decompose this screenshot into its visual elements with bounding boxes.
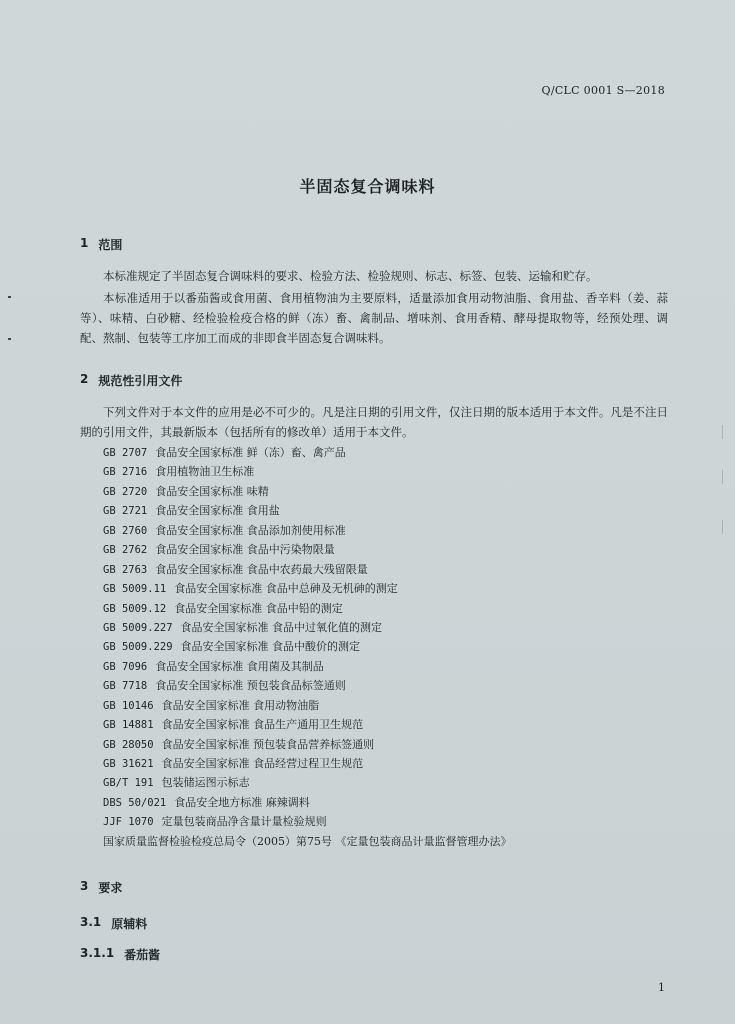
reference-title: 食品安全国家标准 食品中铅的测定 xyxy=(174,601,343,615)
reference-title: 包装储运图示标志 xyxy=(161,776,250,790)
list-item xyxy=(103,696,512,715)
list-item xyxy=(103,715,512,734)
reference-code: GB 7718 xyxy=(103,680,148,693)
scan-speck xyxy=(8,338,11,340)
standard-code: Q/CLC 0001 S—2018 xyxy=(541,84,665,97)
section-number: 3.1 xyxy=(80,915,102,929)
scan-edge-mark xyxy=(722,470,733,484)
reference-title: 食品安全国家标准 食品中酸价的测定 xyxy=(180,640,361,654)
reference-code: GB 2763 xyxy=(103,563,148,576)
reference-title: 食品安全国家标准 食品中污染物限量 xyxy=(155,543,335,557)
section-title: 原辅料 xyxy=(111,917,148,931)
list-item xyxy=(103,735,512,754)
section-number: 2 xyxy=(80,372,89,386)
reference-title: 食品安全国家标准 食用动物油脂 xyxy=(161,698,320,712)
list-item xyxy=(103,501,512,520)
reference-title: 食品安全国家标准 预包装食品营养标签通则 xyxy=(161,737,375,751)
scan-edge-mark xyxy=(722,425,733,439)
normative-references-list xyxy=(103,443,512,851)
list-item xyxy=(103,618,512,637)
reference-title: 国家质量监督检验检疫总局令（2005）第75号 《定量包装商品计量监督管理办法》 xyxy=(103,834,512,848)
reference-code: GB/T 191 xyxy=(103,777,154,790)
reference-title: 食品安全地方标准 麻辣调料 xyxy=(174,795,310,809)
list-item xyxy=(103,637,512,656)
subsection-3-1-1-heading xyxy=(80,946,160,963)
section-number: 3 xyxy=(80,879,89,893)
reference-title: 食品安全国家标准 食品中总砷及无机砷的测定 xyxy=(174,582,398,596)
reference-code: GB 5009.227 xyxy=(103,621,173,634)
section-title: 番茄酱 xyxy=(124,948,161,962)
reference-code: GB 2720 xyxy=(103,485,148,498)
reference-title: 食品安全国家标准 食品生产通用卫生规范 xyxy=(161,718,364,732)
list-item xyxy=(103,443,512,462)
section-number: 3.1.1 xyxy=(80,946,115,960)
reference-code: GB 5009.11 xyxy=(103,583,167,596)
reference-code: GB 5009.229 xyxy=(103,641,173,654)
list-item xyxy=(103,657,512,676)
reference-title: 食品安全国家标准 预包装食品标签通则 xyxy=(155,679,346,693)
reference-code: GB 2721 xyxy=(103,505,148,518)
reference-title: 食品安全国家标准 食品中过氧化值的测定 xyxy=(180,620,383,634)
reference-title: 食品安全国家标准 食用盐 xyxy=(155,504,280,518)
section-title: 范围 xyxy=(98,238,123,252)
reference-code: GB 28050 xyxy=(103,738,154,751)
list-item xyxy=(103,540,512,559)
reference-title: 食品安全国家标准 食用菌及其制品 xyxy=(155,659,324,673)
list-item xyxy=(103,793,512,812)
reference-title: 食品安全国家标准 食品添加剂使用标准 xyxy=(155,523,346,537)
reference-title: 食品安全国家标准 食品中农药最大残留限量 xyxy=(155,562,368,576)
list-item xyxy=(103,521,512,540)
list-item xyxy=(103,560,512,579)
reference-code: JJF 1070 xyxy=(103,816,154,829)
list-item xyxy=(103,832,512,851)
reference-code: GB 2760 xyxy=(103,524,148,537)
list-item xyxy=(103,579,512,598)
list-item xyxy=(103,812,512,831)
section-3-heading xyxy=(80,879,122,896)
section-title: 规范性引用文件 xyxy=(98,374,183,388)
scan-edge-mark xyxy=(722,520,733,534)
list-item xyxy=(103,462,512,481)
reference-title: 食品安全国家标准 味精 xyxy=(155,484,269,498)
section-title: 要求 xyxy=(98,881,123,895)
list-item xyxy=(103,773,512,792)
reference-title: 食用植物油卫生标准 xyxy=(155,465,255,479)
reference-code: GB 5009.12 xyxy=(103,602,167,615)
reference-code: GB 7096 xyxy=(103,660,148,673)
reference-code: GB 10146 xyxy=(103,699,154,712)
scan-speck xyxy=(8,296,11,298)
reference-code: GB 2762 xyxy=(103,544,148,557)
page-number: 1 xyxy=(658,981,665,994)
document-title: 半固态复合调味料 xyxy=(299,177,436,196)
reference-code: GB 31621 xyxy=(103,758,154,770)
reference-code: GB 2707 xyxy=(103,447,148,459)
reference-title: 定量包装商品净含量计量检验规则 xyxy=(161,815,327,829)
reference-code: DBS 50/021 xyxy=(103,796,167,809)
list-item xyxy=(103,676,512,695)
scope-paragraph-1: 本标准规定了半固态复合调味料的要求、检验方法、检验规则、标志、标签、包装、运输和贮存。 xyxy=(103,269,598,283)
reference-title: 食品安全国家标准 食品经营过程卫生规范 xyxy=(161,757,364,770)
reference-code: GB 14881 xyxy=(103,719,154,732)
section-2-heading xyxy=(80,372,182,389)
section-number: 1 xyxy=(80,236,89,250)
references-intro: 下列文件对于本文件的应用是必不可少的。凡是注日期的引用文件，仅注日期的版本适用于本文件。凡是不注日期的引用文件，其最新版本（包括所有的修改单）适用于本文件。 xyxy=(80,405,668,439)
subsection-3-1-heading xyxy=(80,915,147,932)
reference-title: 食品安全国家标准 鲜（冻）畜、禽产品 xyxy=(155,446,346,459)
section-1-heading xyxy=(80,236,122,253)
list-item xyxy=(103,754,512,773)
list-item xyxy=(103,599,512,618)
list-item xyxy=(103,482,512,501)
scope-paragraph-2: 本标准适用于以番茄酱或食用菌、食用植物油为主要原料，适量添加食用动物油脂、食用盐、香辛料（姜、蒜等）、味精、白砂糖、经检验检疫合格的鲜（冻）畜、禽制品、增味剂、食用香精、酵母提取物等，经预处理、调配、熬制、包装等工序加工而成的非即食半固态复合调味料。 xyxy=(80,291,668,345)
reference-code: GB 2716 xyxy=(103,466,148,479)
